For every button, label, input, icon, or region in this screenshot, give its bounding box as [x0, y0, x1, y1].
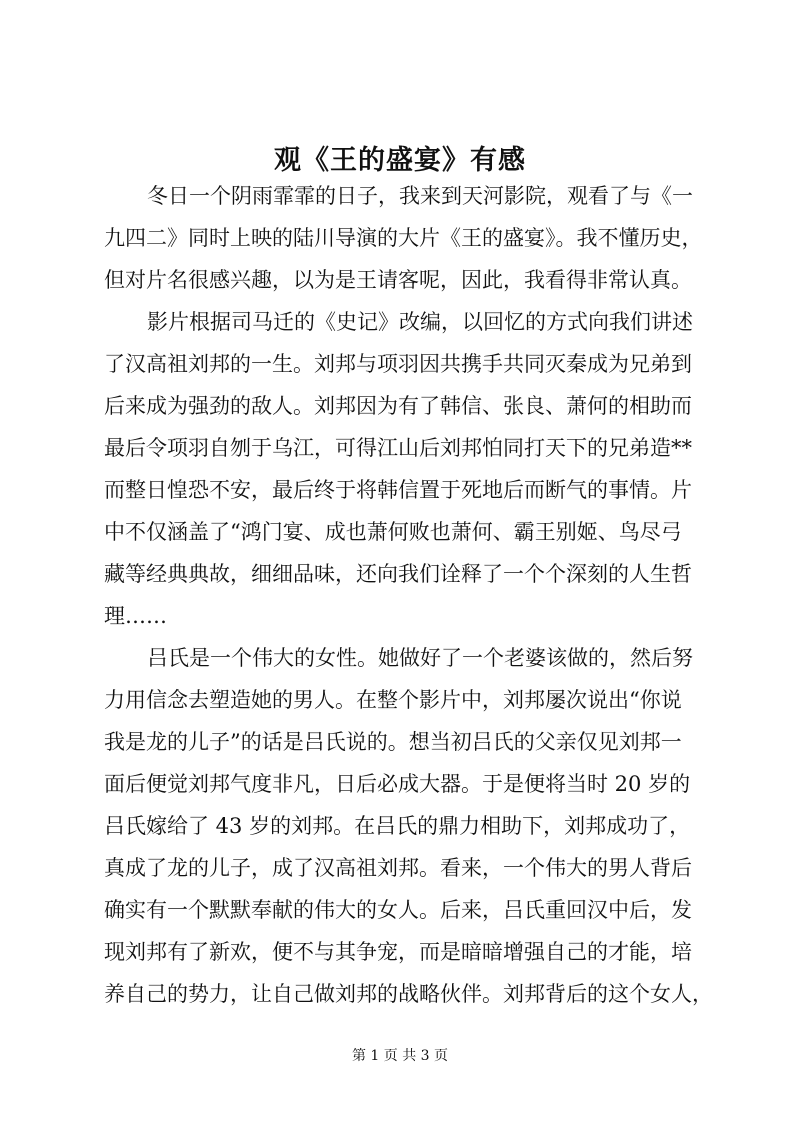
paragraph-line: 中不仅涵盖了“鸿门宴、成也萧何败也萧何、霸王别姬、鸟尽弓	[104, 520, 682, 544]
paragraph-line: 我是龙的儿子”的话是吕氏说的。想当初吕氏的父亲仅见刘邦一	[104, 730, 682, 754]
document-title: 观《王的盛宴》有感	[274, 145, 526, 176]
paragraph-line: 真成了龙的儿子，成了汉高祖刘邦。看来，一个伟大的男人背后	[104, 856, 692, 880]
paragraph-line: 影片根据司马迁的《史记》改编，以回忆的方式向我们讲述	[147, 310, 693, 334]
paragraph-line: 最后令项羽自刎于乌江，可得江山后刘邦怕同打天下的兄弟造**	[104, 436, 692, 460]
paragraph-line: 吕氏嫁给了 43 岁的刘邦。在吕氏的鼎力相助下，刘邦成功了，	[104, 814, 691, 838]
paragraph-line: 力用信念去塑造她的男人。在整个影片中，刘邦屡次说出“你说	[104, 688, 682, 712]
paragraph-line: 理……	[104, 604, 167, 628]
paragraph-line: 现刘邦有了新欢，便不与其争宠，而是暗暗增强自己的才能，培	[104, 940, 692, 964]
paragraph-line: 面后便觉刘邦气度非凡，日后必成大器。于是便将当时 20 岁的	[104, 772, 691, 796]
paragraph-line: 但对片名很感兴趣，以为是王请客呢，因此，我看得非常认真。	[104, 268, 692, 292]
paragraph-line: 而整日惶恐不安，最后终于将韩信置于死地后而断气的事情。片	[104, 478, 692, 502]
paragraph-line: 九四二》同时上映的陆川导演的大片《王的盛宴》。我不懂历史，	[104, 226, 703, 250]
paragraph-line: 了汉高祖刘邦的一生。刘邦与项羽因共携手共同灭秦成为兄弟到	[104, 352, 692, 376]
paragraph-line: 养自己的势力，让自己做刘邦的战略伙伴。刘邦背后的这个女人，	[104, 982, 713, 1006]
paragraph-line: 吕氏是一个伟大的女性。她做好了一个老婆该做的，然后努	[147, 646, 693, 670]
paragraph-line: 后来成为强劲的敌人。刘邦因为有了韩信、张良、萧何的相助而	[104, 394, 692, 418]
paragraph-line: 冬日一个阴雨霏霏的日子，我来到天河影院，观看了与《一	[147, 184, 693, 208]
page-number-footer: 第 1 页 共 3 页	[351, 1048, 449, 1064]
paragraph-line: 确实有一个默默奉献的伟大的女人。后来，吕氏重回汉中后，发	[104, 898, 692, 922]
paragraph-line: 藏等经典典故，细细品味，还向我们诠释了一个个深刻的人生哲	[104, 562, 692, 586]
